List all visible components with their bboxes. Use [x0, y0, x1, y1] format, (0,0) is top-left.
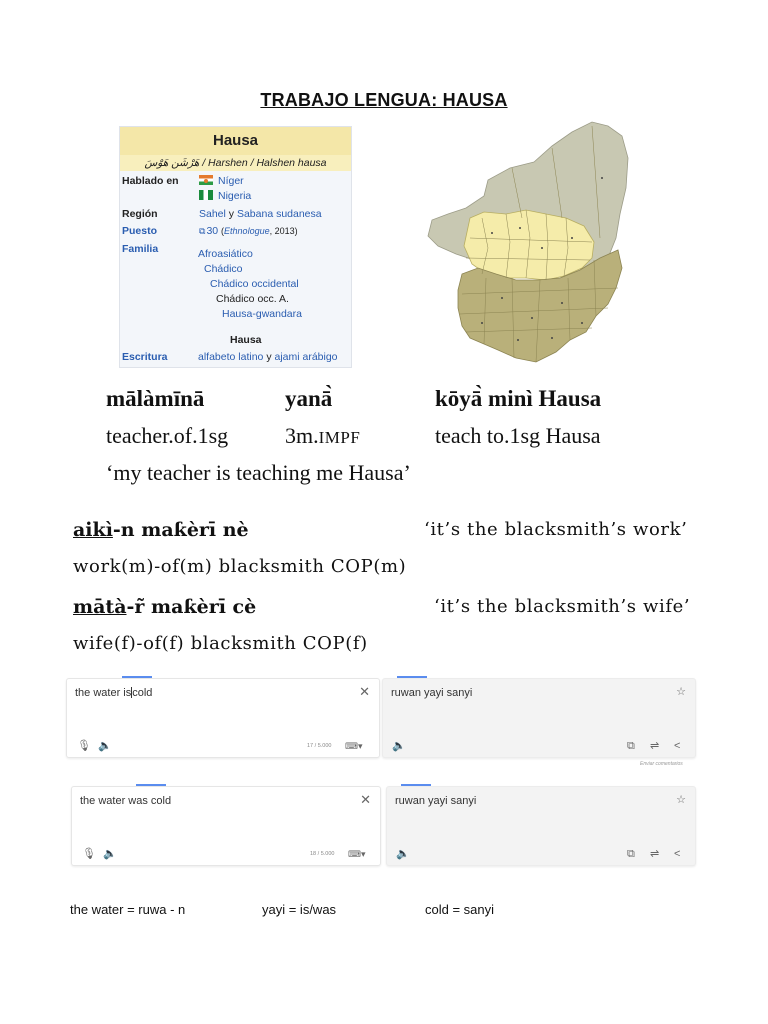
character-counter: 17 / 5.000 [307, 743, 332, 749]
speaker-icon[interactable]: 🔈 [396, 848, 410, 860]
translation-panel [382, 678, 696, 758]
speaker-icon[interactable]: 🔈 [98, 740, 112, 752]
page-title: TRABAJO LENGUA: HAUSA [260, 90, 508, 110]
gloss2-line1: aikì-n maƙèrī nè [73, 519, 249, 541]
niger-flag-icon [199, 175, 213, 185]
gloss1-word-3: kōyā̀ minì Hausa [435, 386, 602, 411]
family-hausa: Hausa [230, 334, 262, 346]
script-value: alfabeto latino y ajami arábigo [198, 351, 338, 363]
spoken-in-niger[interactable]: Níger [199, 175, 244, 187]
region-label: Región [122, 208, 158, 220]
keyboard-icon[interactable]: ⌨▾ [348, 849, 366, 859]
script-link-ajami[interactable]: ajami arábigo [274, 351, 338, 363]
spoken-in-label: Hablado en [122, 175, 179, 187]
gloss2-line2: work(m)-of(m) blacksmith COP(m) [73, 556, 407, 577]
language-infobox [119, 126, 352, 368]
script-link-latin[interactable]: alfabeto latino [198, 351, 264, 363]
family-afroasiatic[interactable]: Afroasiático [198, 248, 253, 260]
gloss1-gloss-3: teach to.1sg Hausa [435, 423, 601, 448]
nigeria-flag-icon [199, 190, 213, 200]
region-value: Sahel y Sabana sudanesa [199, 208, 322, 220]
family-west-chadic[interactable]: Chádico occidental [210, 278, 299, 290]
family-chadic[interactable]: Chádico [204, 263, 243, 275]
rate-translation-icon[interactable]: ⇌ [650, 848, 660, 860]
gloss1-word-1: mālàmīnā [106, 386, 205, 411]
copy-icon[interactable]: ⧉ [627, 740, 635, 752]
spoken-in-nigeria[interactable]: Nigeria [199, 190, 251, 202]
gloss1-word-2: yanā̀ [285, 386, 333, 411]
translation-output: ruwan yayi sanyi [395, 795, 477, 807]
translation-panel [386, 786, 696, 866]
microphone-icon[interactable]: 🎙 [77, 740, 91, 752]
hausa-region-map [422, 118, 632, 366]
keyboard-icon[interactable]: ⌨▾ [345, 741, 363, 751]
gloss1-gloss-2: 3m.IMPF [285, 423, 361, 448]
send-feedback-link[interactable]: Enviar comentarios [640, 761, 683, 767]
vocab-the-water: the water = ruwa - n [70, 902, 186, 917]
vocab-cold: cold = sanyi [425, 902, 495, 917]
gloss2-line4: wife(f)-of(f) blacksmith COP(f) [73, 633, 368, 654]
vocab-yayi: yayi = is/was [262, 902, 337, 917]
gloss2-line1-translation: ‘it’s the blacksmith’s work’ [424, 519, 688, 540]
speaker-icon[interactable]: 🔈 [392, 740, 406, 752]
region-link-sabana[interactable]: Sabana sudanesa [236, 208, 322, 220]
source-text-input[interactable]: the water was cold [80, 795, 172, 807]
gloss2-line3: mātà-r̃ maƙèrī cè [73, 596, 257, 618]
gloss2-line3-translation: ‘it’s the blacksmith’s wife’ [434, 596, 691, 617]
microphone-icon[interactable]: 🎙 [82, 848, 96, 860]
rate-translation-icon[interactable]: ⇌ [650, 740, 660, 752]
share-icon[interactable]: < [674, 740, 681, 752]
source-text-input[interactable]: the water iscold [75, 687, 153, 699]
infobox-title: Hausa [120, 127, 351, 155]
star-icon[interactable]: ☆ [676, 686, 686, 698]
family-west-chadic-a: Chádico occ. A. [216, 293, 289, 305]
clear-text-icon[interactable]: ✕ [359, 684, 370, 699]
family-label[interactable]: Familia [122, 243, 159, 255]
gloss1-gloss-1: teacher.of.1sg [106, 423, 229, 448]
speaker-icon[interactable]: 🔈 [103, 848, 117, 860]
script-label[interactable]: Escritura [122, 351, 168, 363]
translation-output: ruwan yayi sanyi [391, 687, 473, 699]
source-text-panel [71, 786, 381, 866]
rank-value: ⧉30 (Ethnologue, 2013) [199, 225, 298, 237]
character-counter: 18 / 5.000 [310, 851, 335, 857]
gloss1-translation: ‘my teacher is teaching me Hausa’ [106, 460, 411, 485]
rank-label[interactable]: Puesto [122, 225, 158, 237]
infobox-native-name: هَرْشَن هَوْسَ / Harshen / Halshen hausa [120, 155, 351, 171]
copy-icon[interactable]: ⧉ [627, 848, 635, 860]
external-link-icon: ⧉ [199, 226, 206, 236]
share-icon[interactable]: < [674, 848, 681, 860]
region-link-sahel[interactable]: Sahel [199, 208, 226, 220]
clear-text-icon[interactable]: ✕ [360, 792, 371, 807]
source-text-panel [66, 678, 380, 758]
star-icon[interactable]: ☆ [676, 794, 686, 806]
family-hausa-gwandara[interactable]: Hausa-gwandara [222, 308, 302, 320]
